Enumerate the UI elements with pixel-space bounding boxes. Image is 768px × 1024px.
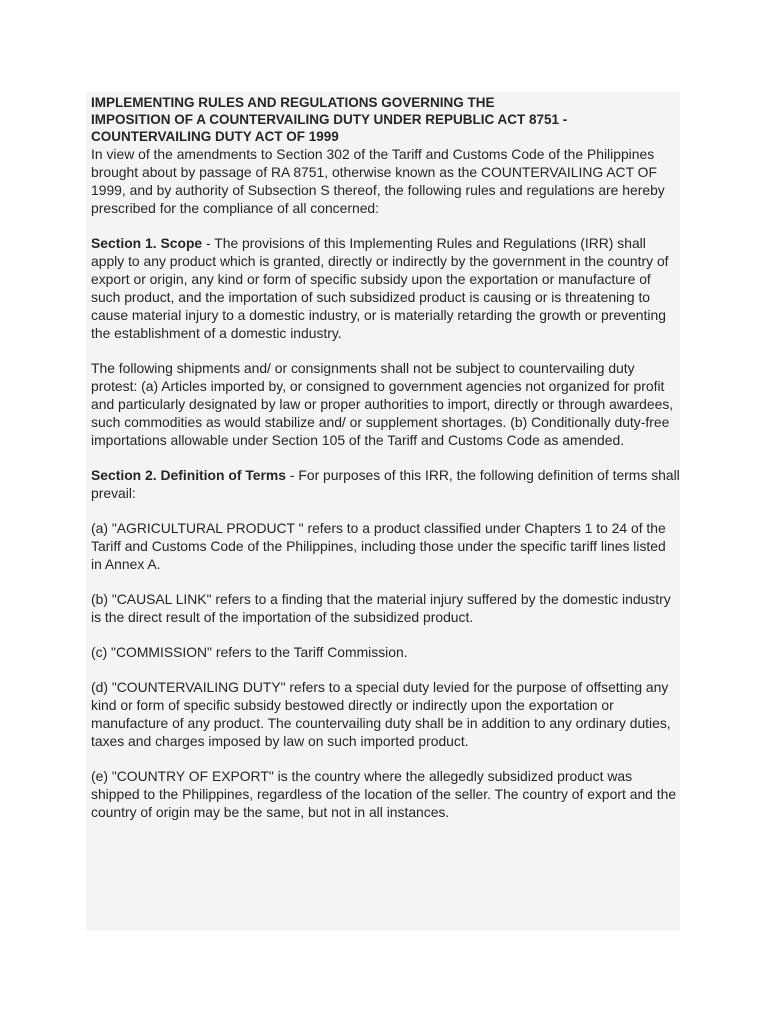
section-2-paragraph (91, 466, 680, 502)
section-2-heading: Section 2. Definition of Terms (91, 467, 287, 483)
definition-b: (b) "CAUSAL LINK" refers to a finding that the material injury suffered by the domestic industry is the direct result of the importation of the subsidized product. (91, 591, 671, 625)
definition-e: (e) "COUNTRY OF EXPORT" is the country where the allegedly subsidized product was shipped to the Philippines, regardless of the location of the seller. The country of export and the country of origin may be the same, but not in all instances. (91, 768, 677, 820)
section-1-paragraph (91, 234, 680, 342)
definition-a: (a) "AGRICULTURAL PRODUCT " refers to a product classified under Chapters 1 to 24 of the Tariff and Customs Code of the Philippines, including those under the specific tariff lines listed in Annex A. (91, 520, 666, 572)
document-title: IMPLEMENTING RULES AND REGULATIONS GOVERNING THE IMPOSITION OF A COUNTERVAILING DUTY UNDER REPUBLIC ACT 8751 - COUNTERVAILING DUTY ACT OF 1999 (91, 95, 568, 144)
intro-paragraph: In view of the amendments to Section 302 of the Tariff and Customs Code of the Philippines brought about by passage of RA 8751, otherwise known as the COUNTERVAILING ACT OF 1999, and by authority of Subsection S thereof, the following rules and regulations are hereby prescribed for the compliance of all concerned: (91, 146, 665, 216)
shipments-paragraph: The following shipments and/ or consignments shall not be subject to countervailing duty protest: (a) Articles imported by, or consigned to government agencies not organized for profit and particularly designated by law or proper authorities to import, directly or through awardees, such commodities as would stabilize and/ or supplement shortages. (b) Conditionally duty-free importations allowable under Section 105 of the Tariff and Customs Code as amended. (91, 360, 674, 448)
document-page (86, 92, 680, 930)
definition-d: (d) "COUNTERVAILING DUTY" refers to a special duty levied for the purpose of offsetting any kind or form of specific subsidy bestowed directly or indirectly upon the exportation or manufacture of any product. The countervailing duty shall be in addition to any ordinary duties, taxes and charges imposed by law on such imported product. (91, 679, 671, 749)
section-1-text: - The provisions of this Implementing Rules and Regulations (IRR) shall apply to any product which is granted, directly or indirectly by the government in the country of export or origin, any kind or form of specific subsidy upon the exportation or manufacture of such product, and the importation of such subsidized product is causing or is threatening to cause material injury to a domestic industry, or is materially retarding the growth or preventing the establishment of a domestic industry. (91, 235, 669, 341)
definition-c: (c) "COMMISSION" refers to the Tariff Commission. (91, 644, 408, 660)
section-2-text: - For purposes of this IRR, the following definition of terms shall prevail: (91, 467, 680, 501)
section-1-heading: Section 1. Scope (91, 235, 203, 251)
